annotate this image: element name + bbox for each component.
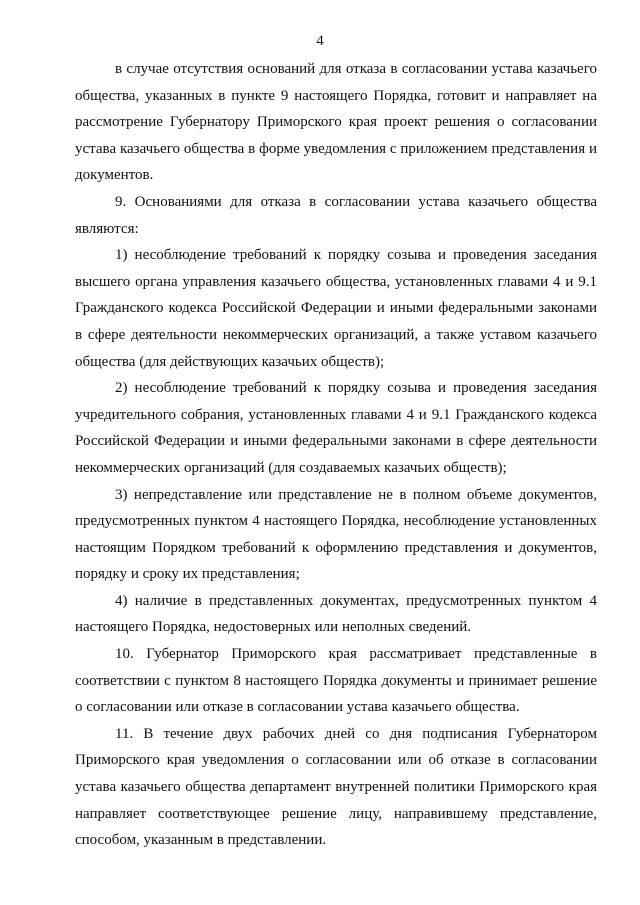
paragraph-9-item-1: 1) несоблюдение требований к порядку созыва и проведения заседания высшего органа управления казачьего общества, установленных главами 4 и 9.1 Гражданского кодекса Российской Федерации и иными федеральными законами в сфере деятельности некоммерческих организаций, а также уставом казачьего общества (для действующих казачьих обществ);	[75, 247, 597, 370]
paragraph-10: 10. Губернатор Приморского края рассматривает представленные в соответствии с пунктом 8 настоящего Порядка документы и принимает решение о согласовании или отказе в согласовании устава казачьего общества.	[75, 646, 597, 716]
paragraph-11: 11. В течение двух рабочих дней со дня подписания Губернатором Приморского края уведомления о согласовании или об отказе в согласовании устава казачьего общества департамент внутренней политики Приморского края направляет соответствующее решение лицу, направившему представление, способом, указанным в представлении.	[75, 725, 597, 849]
paragraph-9-item-4: 4) наличие в представленных документах, предусмотренных пунктом 4 настоящего Порядка, недостоверных или неполных сведений.	[75, 592, 597, 636]
paragraph-continuation: в случае отсутствия оснований для отказа в согласовании устава казачьего общества, указанных в пункте 9 настоящего Порядка, готовит и направляет на рассмотрение Губернатору Приморского края проект решения о согласовании устава казачьего общества в форме уведомления с приложением представления и документов.	[75, 61, 597, 184]
paragraph-9-item-2: 2) несоблюдение требований к порядку созыва и проведения заседания учредительного собрания, установленных главами 4 и 9.1 Гражданского кодекса Российской Федерации и иными федеральными законами в сфере деятельности некоммерческих организаций (для создаваемых казачьих обществ);	[75, 380, 597, 476]
document-body	[75, 56, 597, 854]
page-number: 4	[316, 33, 324, 49]
paragraph-9-item-3: 3) непредставление или представление не в полном объеме документов, предусмотренных пунктом 4 настоящего Порядка, несоблюдение установленных настоящим Порядком требований к оформлению представления и документов, порядку и сроку их представления;	[75, 486, 597, 583]
paragraph-9-grounds-for-refusal: 9. Основаниями для отказа в согласовании устава казачьего общества являются:	[75, 193, 597, 237]
